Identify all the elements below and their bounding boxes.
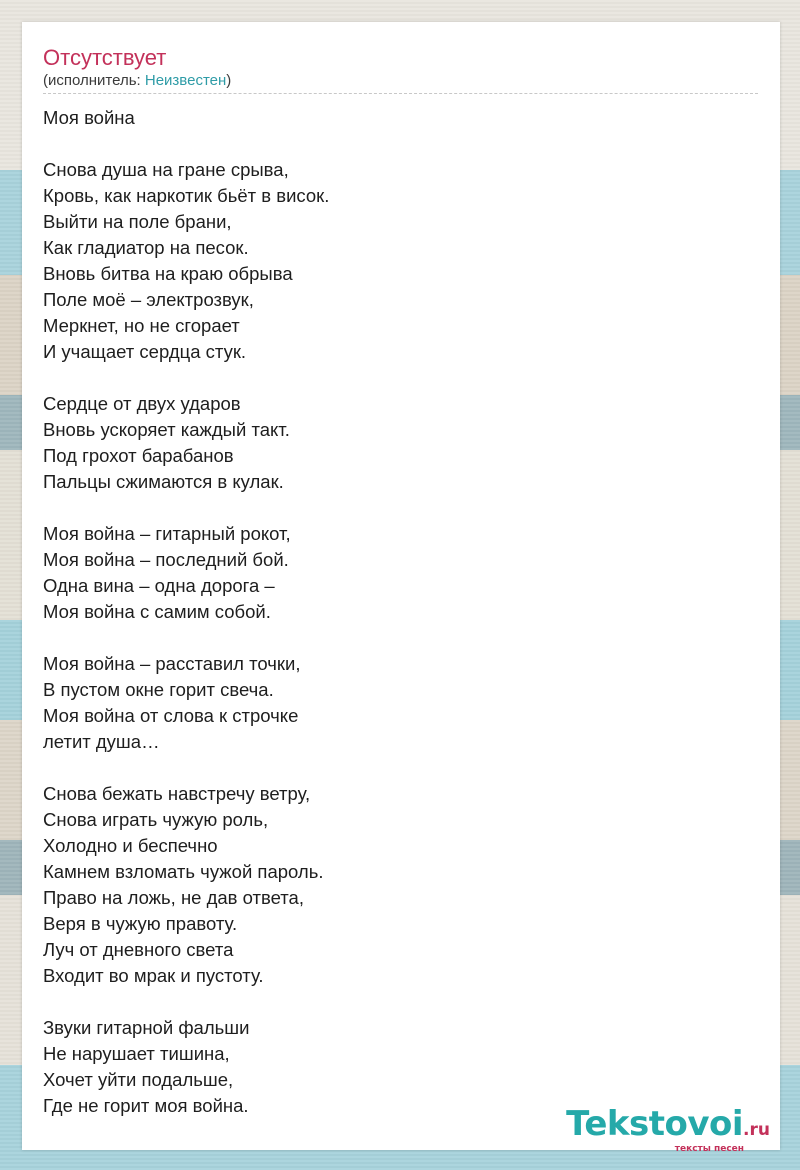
lyric-line: И учащает сердца стук. bbox=[43, 341, 247, 362]
lyric-line: Под грохот барабанов bbox=[43, 445, 234, 466]
lyric-line: Моя война – расставил точки, bbox=[43, 653, 301, 674]
lyric-line: Не нарушает тишина, bbox=[43, 1043, 230, 1064]
lyric-line: Снова бежать навстречу ветру, bbox=[43, 783, 311, 804]
lyric-line: Выйти на поле брани, bbox=[43, 211, 232, 232]
logo-tagline: тексты песен bbox=[674, 1144, 744, 1154]
lyric-line: Моя война – последний бой. bbox=[43, 549, 289, 570]
lyric-line: Камнем взломать чужой пароль. bbox=[43, 861, 324, 882]
lyric-line: Снова играть чужую роль, bbox=[43, 809, 269, 830]
lyric-line: Входит во мрак и пустоту. bbox=[43, 965, 264, 986]
lyric-line: Вновь битва на краю обрыва bbox=[43, 263, 293, 284]
lyrics-card bbox=[22, 22, 780, 1150]
lyric-line: Моя война bbox=[43, 107, 135, 128]
lyric-line: летит душа… bbox=[43, 731, 160, 752]
logo-wordmark bbox=[566, 1106, 770, 1148]
lyric-line: В пустом окне горит свеча. bbox=[43, 679, 274, 700]
stanza-break bbox=[43, 625, 743, 651]
lyrics-text bbox=[43, 105, 743, 1119]
lyric-line: Вновь ускоряет каждый такт. bbox=[43, 419, 290, 440]
lyric-line: Право на ложь, не дав ответа, bbox=[43, 887, 304, 908]
stanza-break bbox=[43, 365, 743, 391]
artist-link[interactable]: Неизвестен bbox=[144, 72, 227, 89]
dashed-divider bbox=[43, 93, 758, 94]
lyric-line: Поле моё – электрозвук, bbox=[43, 289, 254, 310]
stanza-break bbox=[43, 495, 743, 521]
artist-line bbox=[43, 72, 231, 90]
lyric-line: Меркнет, но не сгорает bbox=[43, 315, 240, 336]
stanza-break bbox=[43, 755, 743, 781]
stanza-break bbox=[43, 989, 743, 1015]
logo-main-text: Tekstovoi bbox=[566, 1104, 744, 1144]
lyric-line: Холодно и беспечно bbox=[43, 835, 218, 856]
lyric-line: Моя война – гитарный рокот, bbox=[43, 523, 291, 544]
lyric-line: Моя война с самим собой. bbox=[43, 601, 271, 622]
lyric-line: Моя война от слова к строчке bbox=[43, 705, 299, 726]
lyric-line: Хочет уйти подальше, bbox=[43, 1069, 234, 1090]
song-title: Отсутствует bbox=[43, 45, 167, 70]
lyric-line: Луч от дневного света bbox=[43, 939, 234, 960]
lyric-line: Как гладиатор на песок. bbox=[43, 237, 249, 258]
lyric-line: Веря в чужую правоту. bbox=[43, 913, 238, 934]
site-logo[interactable] bbox=[566, 1106, 770, 1154]
artist-suffix: ) bbox=[226, 72, 232, 89]
lyric-line: Сердце от двух ударов bbox=[43, 393, 241, 414]
logo-tld: .ru bbox=[743, 1120, 770, 1140]
lyric-line: Пальцы сжимаются в кулак. bbox=[43, 471, 284, 492]
lyric-line: Где не горит моя война. bbox=[43, 1095, 249, 1116]
stanza-break bbox=[43, 131, 743, 157]
lyric-line: Снова душа на гране срыва, bbox=[43, 159, 289, 180]
lyric-line: Одна вина – одна дорога – bbox=[43, 575, 275, 596]
lyric-line: Звуки гитарной фальши bbox=[43, 1017, 250, 1038]
artist-prefix: (исполнитель: bbox=[43, 72, 145, 89]
lyric-line: Кровь, как наркотик бьёт в висок. bbox=[43, 185, 330, 206]
